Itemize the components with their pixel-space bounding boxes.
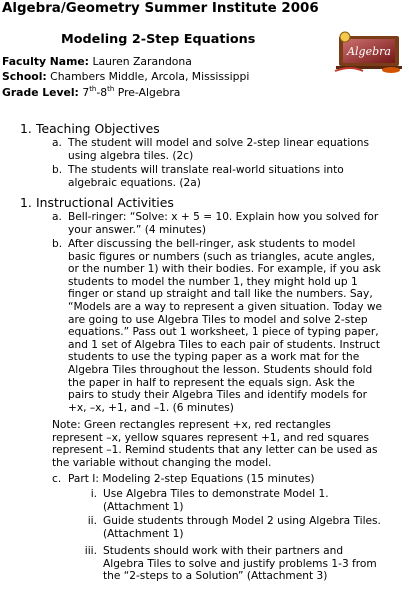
list-label: c.: [52, 473, 62, 485]
algebra-chalkboard-logo: [333, 27, 405, 75]
objective-text: The students will translate real-world situations into algebraic equations. (2a): [68, 164, 344, 189]
list-label: b.: [52, 238, 63, 250]
instructional-activities-heading: 1. Instructional Activities: [20, 195, 174, 210]
teaching-objectives-heading: 1. Teaching Objectives: [20, 121, 160, 136]
school-value: Chambers Middle, Arcola, Mississippi: [50, 70, 250, 83]
sub-item-text: Guide students through Model 2 using Algebra Tiles. (Attachment 1): [103, 515, 381, 540]
faculty-name-row: [2, 55, 192, 68]
objective-text: The student will model and solve 2-step linear equations using algebra tiles. (2c): [68, 137, 369, 162]
activity-text: Bell-ringer: “Solve: x + 5 = 10. Explain how you solved for your answer.” (4 minutes): [68, 211, 379, 236]
list-label: b.: [52, 164, 63, 176]
faculty-label: Faculty Name:: [2, 55, 89, 68]
sub-item-text: Use Algebra Tiles to demonstrate Model 1. (Attachment 1): [103, 488, 329, 513]
roman-label: iii.: [84, 545, 97, 557]
roman-label: ii.: [87, 515, 97, 527]
lesson-title: Modeling 2-Step Equations: [61, 32, 256, 47]
school-row: [2, 70, 249, 83]
grade-label: Grade Level:: [2, 86, 79, 99]
grade-level-row: [2, 86, 180, 99]
activity-text: Part I: Modeling 2-step Equations (15 minutes): [68, 473, 315, 485]
logo-text: Algebra: [347, 45, 391, 58]
faculty-value: Lauren Zarandona: [92, 55, 192, 68]
document-title: Algebra/Geometry Summer Institute 2006: [2, 1, 319, 16]
sub-item-text: Students should work with their partners and Algebra Tiles to solve and justify problems 1-3 from the “2-steps to a Solution” (Attachment 3): [103, 545, 377, 583]
list-label: a.: [52, 137, 62, 149]
activity-text: After discussing the bell-ringer, ask students to model basic figures or numbers (such as triangles, acute angles, or the number 1) with their bodies. For example, if you ask students to model the number 1, they might hold up 1 finger or stand up straight and tall like the numbers. Say, “Models are a way to represent a given situation. Today we are going to use Algebra Tiles to model and solve 2-step equations.” Pass out 1 worksheet, 1 piece of typing paper, and 1 set of Algebra Tiles to each pair of students. Instruct students to use the typing paper as a work mat for the Algebra Tiles throughout the lesson. Students should fold the paper in half to represent the equals sign. Ask the pairs to study their Algebra Tiles and identify models for +x, –x, +1, and –1. (6 minutes): [68, 238, 383, 414]
list-label: a.: [52, 211, 62, 223]
grade-value: 7th-8th Pre-Algebra: [82, 84, 181, 99]
roman-label: i.: [90, 488, 97, 500]
school-label: School:: [2, 70, 47, 83]
note-paragraph: Note: Green rectangles represent +x, red rectangles represent –x, yellow squares represent +1, and red squares represent –1. Remind students that any letter can be used as the variable without changing the model.: [52, 419, 378, 469]
